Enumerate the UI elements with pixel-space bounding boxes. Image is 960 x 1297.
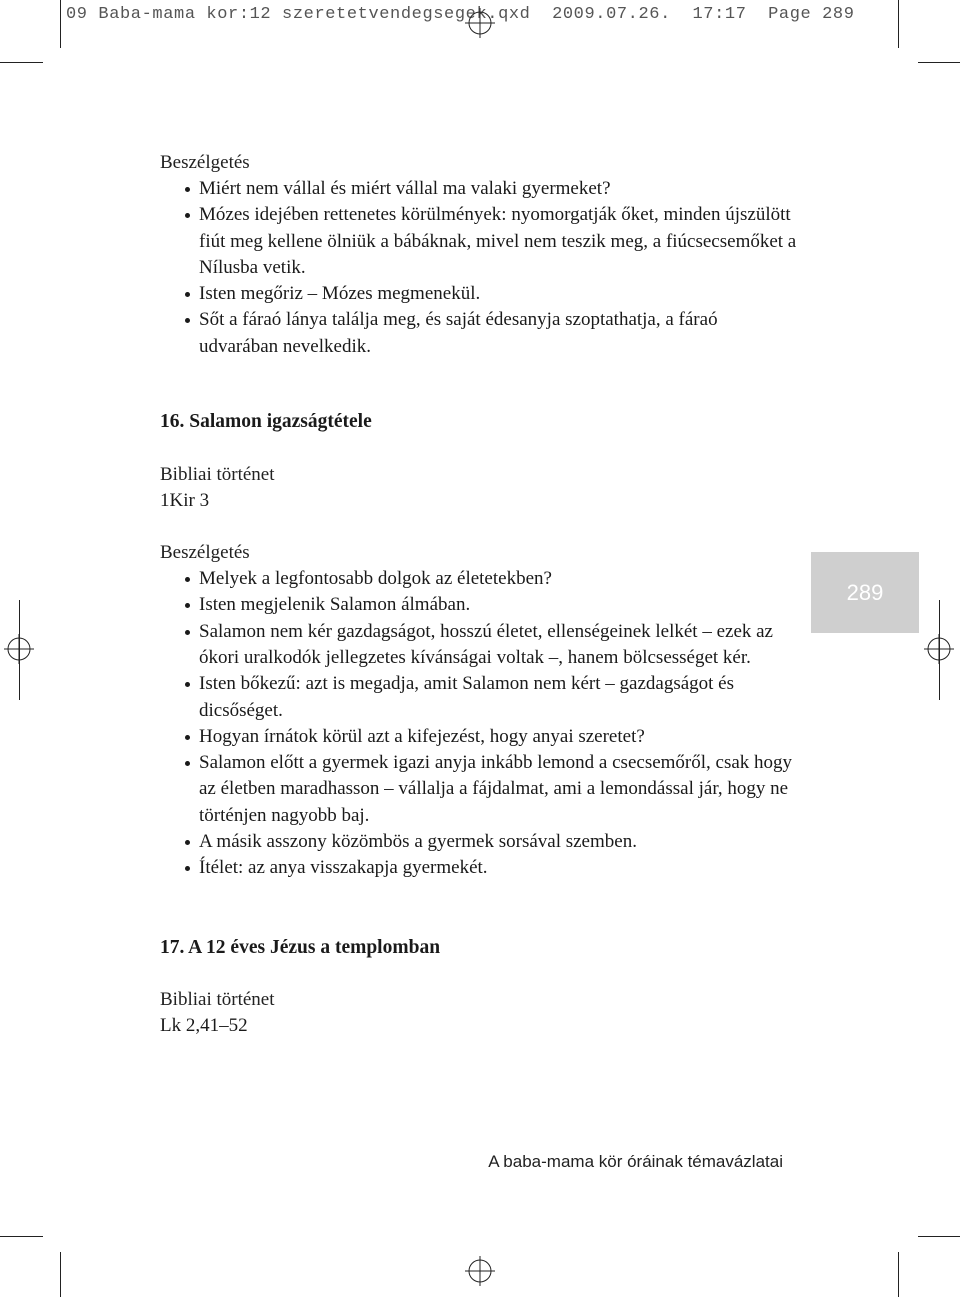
crop-mark bbox=[0, 1236, 43, 1237]
crop-mark bbox=[0, 62, 43, 63]
registration-line bbox=[19, 600, 20, 700]
story-label: Bibliai történet bbox=[160, 464, 275, 486]
talk-label: Beszélgetés bbox=[160, 152, 250, 173]
list-item: Ítélet: az anya visszakapja gyermekét. bbox=[160, 855, 800, 881]
section-17-title: 17. A 12 éves Jézus a templomban bbox=[160, 936, 441, 958]
bible-reference: Lk 2,41–52 bbox=[160, 1014, 248, 1036]
list-item: Salamon nem kér gazdagságot, hosszú életet, ellenségeinek lelkét – ezek az ókori uralkodók jellegzetes kívánságai voltak –, hanem bölcsességet kér. bbox=[160, 619, 800, 672]
registration-mark-icon bbox=[465, 1256, 495, 1286]
crop-mark bbox=[898, 0, 899, 48]
list-item: Hogyan írnátok körül azt a kifejezést, hogy anyai szeretet? bbox=[160, 724, 800, 750]
crop-mark bbox=[60, 1252, 61, 1297]
page-number: 289 bbox=[811, 552, 919, 633]
talk-list bbox=[160, 566, 800, 882]
list-item: A másik asszony közömbös a gyermek sorsával szemben. bbox=[160, 829, 800, 855]
registration-mark-icon bbox=[465, 8, 495, 38]
list-item: Isten megőriz – Mózes megmenekül. bbox=[160, 281, 800, 307]
crop-mark bbox=[918, 1236, 960, 1237]
list-item: Melyek a legfontosabb dolgok az életetekben? bbox=[160, 566, 800, 592]
list-item: Miért nem vállal és miért vállal ma valaki gyermeket? bbox=[160, 176, 800, 202]
registration-line bbox=[939, 600, 940, 700]
crop-mark bbox=[918, 62, 960, 63]
list-item: Isten megjelenik Salamon álmában. bbox=[160, 592, 800, 618]
crop-mark bbox=[60, 0, 61, 48]
page-content bbox=[160, 150, 800, 1039]
story-label: Bibliai történet bbox=[160, 988, 275, 1010]
list-item: Sőt a fáraó lánya találja meg, és saját édesanyja szoptathatja, a fáraó udvarában nevelkedik. bbox=[160, 307, 800, 360]
list-item: Salamon előtt a gyermek igazi anyja inkább lemond a csecsemőről, csak hogy az életben maradhasson – vállalja a fájdalmat, ami a lemondással jár, hogy ne történjen nagyobb baj. bbox=[160, 750, 800, 829]
bible-reference: 1Kir 3 bbox=[160, 490, 210, 512]
list-item: Mózes idejében rettenetes körülmények: nyomorgatják őket, minden újszülött fiút meg kellene ölniük a bábáknak, mivel nem teszik meg, a fiúcsecsemőket a Nílusba vetik. bbox=[160, 202, 800, 281]
talk-label: Beszélgetés bbox=[160, 542, 250, 564]
section-16-title: 16. Salamon igazságtétele bbox=[160, 411, 372, 433]
crop-mark bbox=[898, 1252, 899, 1297]
running-footer: A baba-mama kör óráinak témavázlatai bbox=[488, 1152, 783, 1171]
list-item: Isten bőkezű: azt is megadja, amit Salamon nem kért – gazdagságot és dicsőséget. bbox=[160, 671, 800, 724]
slug-line: 09 Baba-mama kor:12 szeretetvendegsegek.qxd 2009.07.26. 17:17 Page 289 bbox=[66, 5, 855, 24]
talk-list bbox=[160, 176, 800, 360]
